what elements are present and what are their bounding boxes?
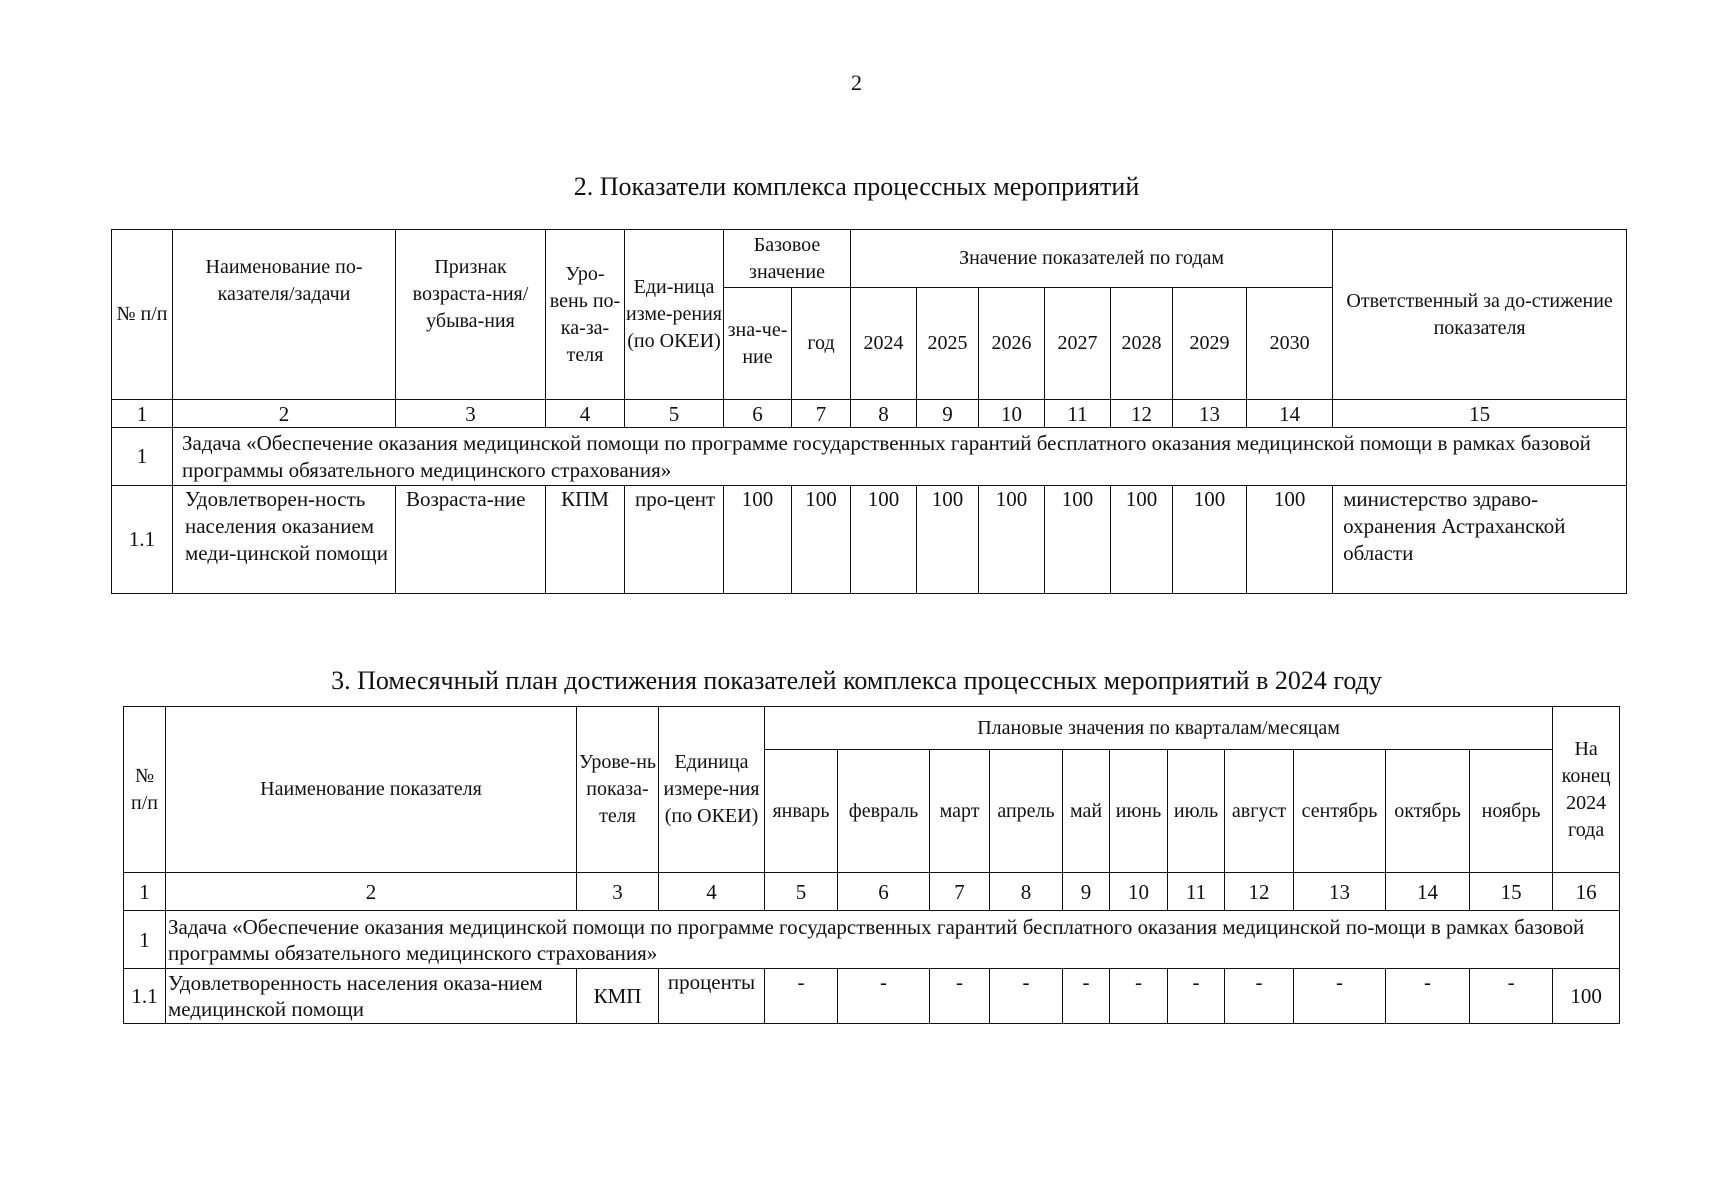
- column-number: 11: [1168, 873, 1225, 911]
- column-number: 8: [990, 873, 1063, 911]
- indicator-value: 100: [724, 486, 792, 594]
- column-number: 12: [1111, 400, 1173, 428]
- column-number: 9: [1063, 873, 1110, 911]
- header-month: октябрь: [1386, 750, 1470, 873]
- header-level: Уро-вень по-ка-за-теля: [546, 230, 625, 400]
- header-month: ноябрь: [1470, 750, 1553, 873]
- section-title-monthly-plan: 3. Помесячный план достижения показателей комплекса процессных мероприятий в 2024 году: [331, 666, 1382, 695]
- task-row-text: Задача «Обеспечение оказания медицинской помощи по программе государственных гарантий бесплатного оказания медицинской по-мощи в рамках базовой программы обязательного медицинского страхования»: [166, 911, 1620, 969]
- header-month: август: [1225, 750, 1294, 873]
- header-month: февраль: [838, 750, 930, 873]
- column-number: 13: [1173, 400, 1247, 428]
- header-values-by-years: Значение показателей по годам: [851, 230, 1333, 288]
- indicator-name: Удовлетворен-ность населения оказанием меди-цинской помощи: [173, 486, 396, 594]
- header-year: 2030: [1247, 288, 1333, 400]
- header-year: 2028: [1111, 288, 1173, 400]
- indicator-sign: Возраста-ние: [396, 486, 546, 594]
- column-number: 1: [124, 873, 166, 911]
- header-month: июнь: [1110, 750, 1168, 873]
- header-unit: Еди-ница изме-рения (по ОКЕИ): [625, 230, 724, 400]
- column-number: 2: [166, 873, 577, 911]
- column-number: 6: [838, 873, 930, 911]
- column-number: 3: [396, 400, 546, 428]
- column-number: 3: [577, 873, 659, 911]
- indicator-level: КМП: [577, 969, 659, 1024]
- indicator-responsible: министерство здраво-охранения Астраханской области: [1333, 486, 1627, 594]
- end-of-year-value: 100: [1553, 969, 1620, 1024]
- indicator-unit: проценты: [659, 969, 765, 1024]
- monthly-value: -: [990, 969, 1063, 1024]
- indicators-table: [111, 229, 1627, 594]
- indicator-row-number: 1.1: [112, 486, 173, 594]
- column-number: 10: [979, 400, 1045, 428]
- header-indicator-name: Наименование показателя: [166, 707, 577, 873]
- column-number: 9: [917, 400, 979, 428]
- section-title-indicators: 2. Показатели комплекса процессных мероприятий: [573, 172, 1140, 201]
- header-month: май: [1063, 750, 1110, 873]
- column-number: 5: [765, 873, 838, 911]
- monthly-plan-table: [123, 706, 1620, 1024]
- header-month: март: [930, 750, 990, 873]
- task-row-text: Задача «Обеспечение оказания медицинской помощи по программе государственных гарантий бесплатного оказания медицинской помощи в рамках базовой программы обязательного медицинского страхования»: [173, 428, 1627, 486]
- column-number: 7: [792, 400, 851, 428]
- monthly-value: -: [1470, 969, 1553, 1024]
- indicator-value: 100: [792, 486, 851, 594]
- column-number: 14: [1247, 400, 1333, 428]
- header-year: 2025: [917, 288, 979, 400]
- header-base-value: Базовое значение: [724, 230, 851, 288]
- header-year: 2029: [1173, 288, 1247, 400]
- column-number: 4: [659, 873, 765, 911]
- indicator-value: 100: [1111, 486, 1173, 594]
- column-number: 8: [851, 400, 917, 428]
- monthly-value: -: [765, 969, 838, 1024]
- header-base-value-value: зна-че-ние: [724, 288, 792, 400]
- monthly-value: -: [1225, 969, 1294, 1024]
- monthly-value: -: [1168, 969, 1225, 1024]
- monthly-value: -: [1063, 969, 1110, 1024]
- header-year: 2026: [979, 288, 1045, 400]
- column-number: 15: [1333, 400, 1627, 428]
- page-number: 2: [851, 70, 862, 95]
- task-row-number: 1: [112, 428, 173, 486]
- header-indicator-name: Наименование по-казателя/задачи: [173, 230, 396, 400]
- indicator-level: КПМ: [546, 486, 625, 594]
- column-number: 16: [1553, 873, 1620, 911]
- header-year: 2024: [851, 288, 917, 400]
- indicator-value: 100: [917, 486, 979, 594]
- column-number: 15: [1470, 873, 1553, 911]
- header-base-value-year: год: [792, 288, 851, 400]
- header-responsible: Ответственный за до-стижение показателя: [1333, 230, 1627, 400]
- indicator-value: 100: [979, 486, 1045, 594]
- header-planned-values: Плановые значения по кварталам/месяцам: [765, 707, 1553, 750]
- monthly-value: -: [930, 969, 990, 1024]
- indicator-unit: про-цент: [625, 486, 724, 594]
- header-month: июль: [1168, 750, 1225, 873]
- column-number: 12: [1225, 873, 1294, 911]
- header-year: 2027: [1045, 288, 1111, 400]
- column-number: 11: [1045, 400, 1111, 428]
- column-number: 5: [625, 400, 724, 428]
- header-month: сентябрь: [1294, 750, 1386, 873]
- task-row-number: 1: [124, 911, 166, 969]
- header-sign: Признак возраста-ния/убыва-ния: [396, 230, 546, 400]
- column-number: 4: [546, 400, 625, 428]
- indicator-value: 100: [851, 486, 917, 594]
- header-num: № п/п: [112, 230, 173, 400]
- header-unit: Единица измере-ния (по ОКЕИ): [659, 707, 765, 873]
- monthly-value: -: [1294, 969, 1386, 1024]
- header-num: № п/п: [124, 707, 166, 873]
- indicator-name: Удовлетворенность населения оказа-нием медицинской помощи: [166, 969, 577, 1024]
- monthly-value: -: [1386, 969, 1470, 1024]
- column-number: 10: [1110, 873, 1168, 911]
- indicator-value: 100: [1045, 486, 1111, 594]
- monthly-value: -: [1110, 969, 1168, 1024]
- indicator-row-number: 1.1: [124, 969, 166, 1024]
- column-number: 13: [1294, 873, 1386, 911]
- column-number: 2: [173, 400, 396, 428]
- column-number: 7: [930, 873, 990, 911]
- header-month: апрель: [990, 750, 1063, 873]
- monthly-value: -: [838, 969, 930, 1024]
- column-number: 14: [1386, 873, 1470, 911]
- column-number: 1: [112, 400, 173, 428]
- indicator-value: 100: [1247, 486, 1333, 594]
- column-number: 6: [724, 400, 792, 428]
- header-end-of-year: На конец 2024 года: [1553, 707, 1620, 873]
- header-level: Урове-нь показа-теля: [577, 707, 659, 873]
- indicator-value: 100: [1173, 486, 1247, 594]
- header-month: январь: [765, 750, 838, 873]
